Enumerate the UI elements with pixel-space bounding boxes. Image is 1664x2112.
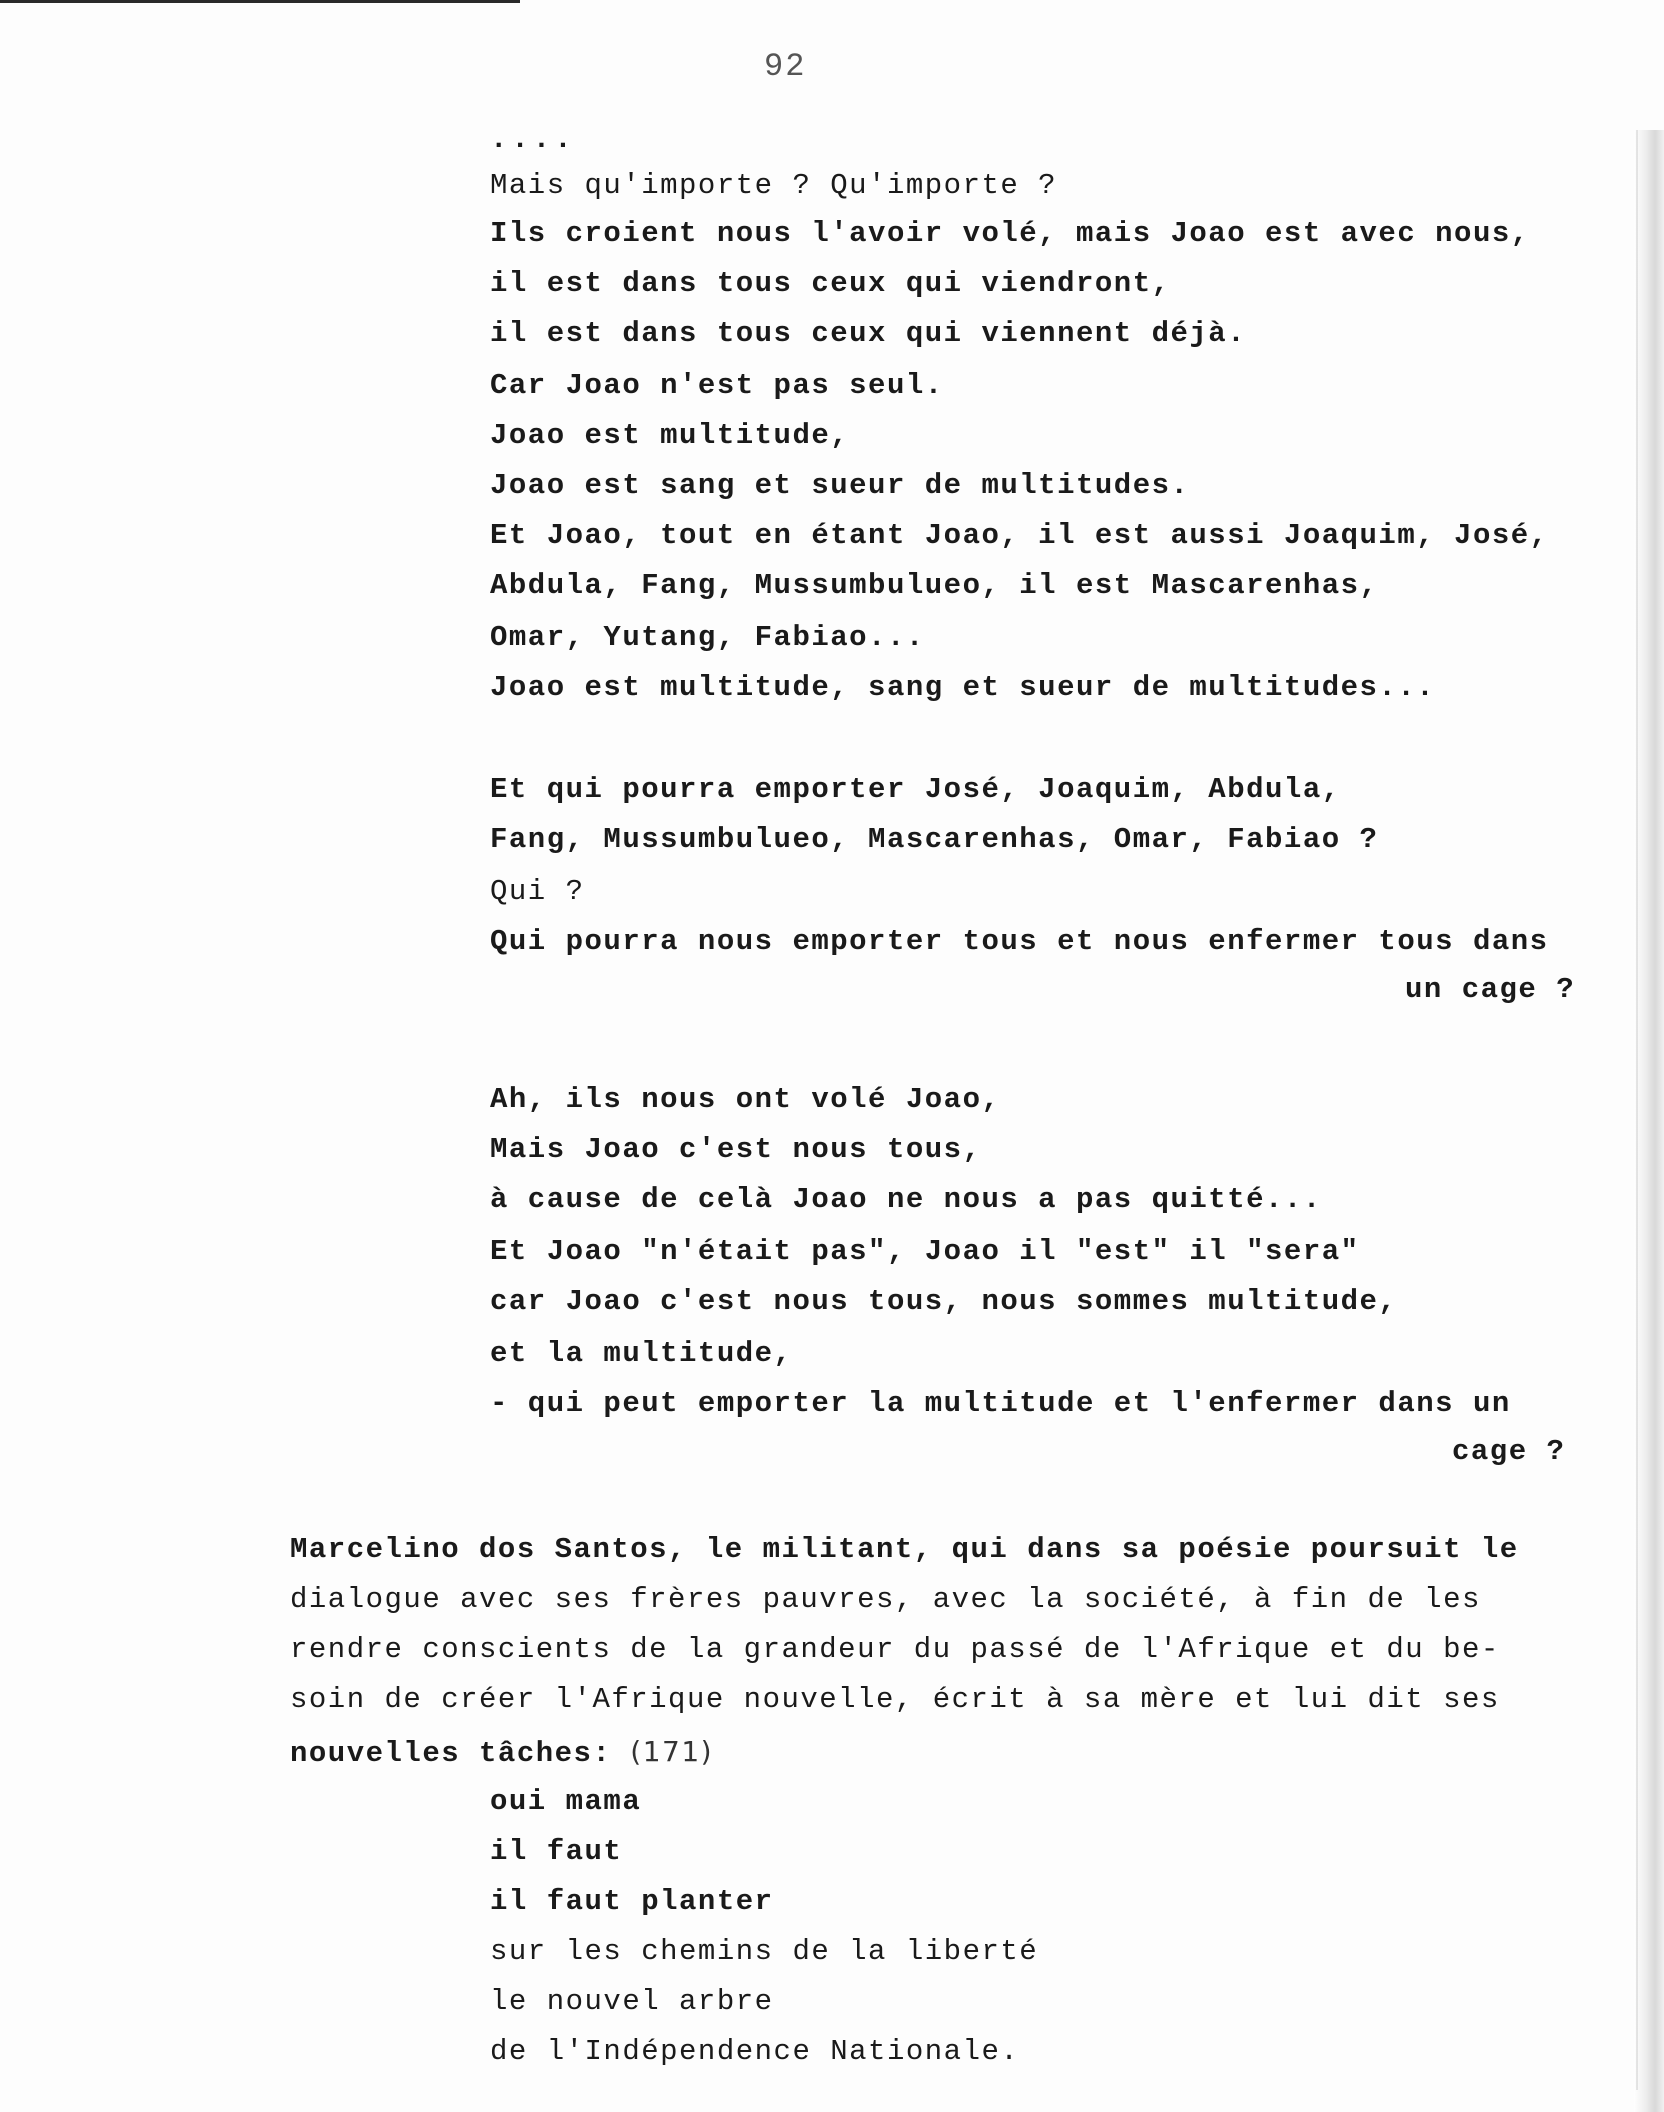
verse-line: et la multitude, xyxy=(490,1337,793,1370)
top-rule xyxy=(0,0,520,3)
verse-line: il faut planter xyxy=(490,1885,774,1918)
verse-line: Joao est multitude, xyxy=(490,419,850,452)
verse-line: de l'Indépendence Nationale. xyxy=(490,2035,1020,2068)
prose-line-text: nouvelles tâches: xyxy=(290,1737,612,1770)
prose-line-last xyxy=(290,1734,713,1772)
prose-line: soin de créer l'Afrique nouvelle, écrit à sa mère et lui dit ses xyxy=(290,1683,1500,1716)
verse-line: il est dans tous ceux qui viennent déjà. xyxy=(490,317,1247,350)
prose-line: dialogue avec ses frères pauvres, avec la société, à fin de les xyxy=(290,1583,1481,1616)
verse-line: Ah, ils nous ont volé Joao, xyxy=(490,1083,1001,1116)
verse-line-right: cage ? xyxy=(1452,1435,1566,1468)
verse-line: Joao est multitude, sang et sueur de multitudes... xyxy=(490,671,1436,704)
verse-line: Mais qu'importe ? Qu'importe ? xyxy=(490,169,1058,202)
verse-line: oui mama xyxy=(490,1785,642,1818)
verse-line: Et qui pourra emporter José, Joaquim, Abdula, xyxy=(490,773,1341,806)
verse-line: Qui pourra nous emporter tous et nous enfermer tous dans xyxy=(490,925,1549,958)
verse-line: car Joao c'est nous tous, nous sommes multitude, xyxy=(490,1285,1398,1318)
page-number: 92 xyxy=(764,48,807,85)
verse-line: il est dans tous ceux qui viendront, xyxy=(490,267,1171,300)
verse-line: il faut xyxy=(490,1835,623,1868)
ellipsis: .... xyxy=(490,123,576,156)
verse-line: Fang, Mussumbulueo, Mascarenhas, Omar, Fabiao ? xyxy=(490,823,1379,856)
verse-line: - qui peut emporter la multitude et l'enfermer dans un xyxy=(490,1387,1511,1420)
verse-line: Qui ? xyxy=(490,875,585,908)
verse-line: Omar, Yutang, Fabiao... xyxy=(490,621,925,654)
verse-line: Et Joao "n'était pas", Joao il "est" il "sera" xyxy=(490,1235,1360,1268)
prose-line: Marcelino dos Santos, le militant, qui dans sa poésie poursuit le xyxy=(290,1533,1519,1566)
verse-line: le nouvel arbre xyxy=(490,1985,774,2018)
verse-line: Joao est sang et sueur de multitudes. xyxy=(490,469,1190,502)
verse-line: à cause de celà Joao ne nous a pas quitté... xyxy=(490,1183,1322,1216)
verse-line: Et Joao, tout en étant Joao, il est aussi Joaquim, José, xyxy=(490,519,1549,552)
handwritten-footnote-number: (171) xyxy=(630,1735,714,1768)
prose-line: rendre conscients de la grandeur du passé de l'Afrique et du be- xyxy=(290,1633,1500,1666)
verse-line-right: un cage ? xyxy=(1405,973,1576,1006)
page-edge-shadow xyxy=(1634,130,1664,2112)
verse-line: Abdula, Fang, Mussumbulueo, il est Mascarenhas, xyxy=(490,569,1379,602)
verse-line: Ils croient nous l'avoir volé, mais Joao est avec nous, xyxy=(490,217,1530,250)
verse-line: Car Joao n'est pas seul. xyxy=(490,369,944,402)
verse-line: Mais Joao c'est nous tous, xyxy=(490,1133,982,1166)
verse-line: sur les chemins de la liberté xyxy=(490,1935,1039,1968)
